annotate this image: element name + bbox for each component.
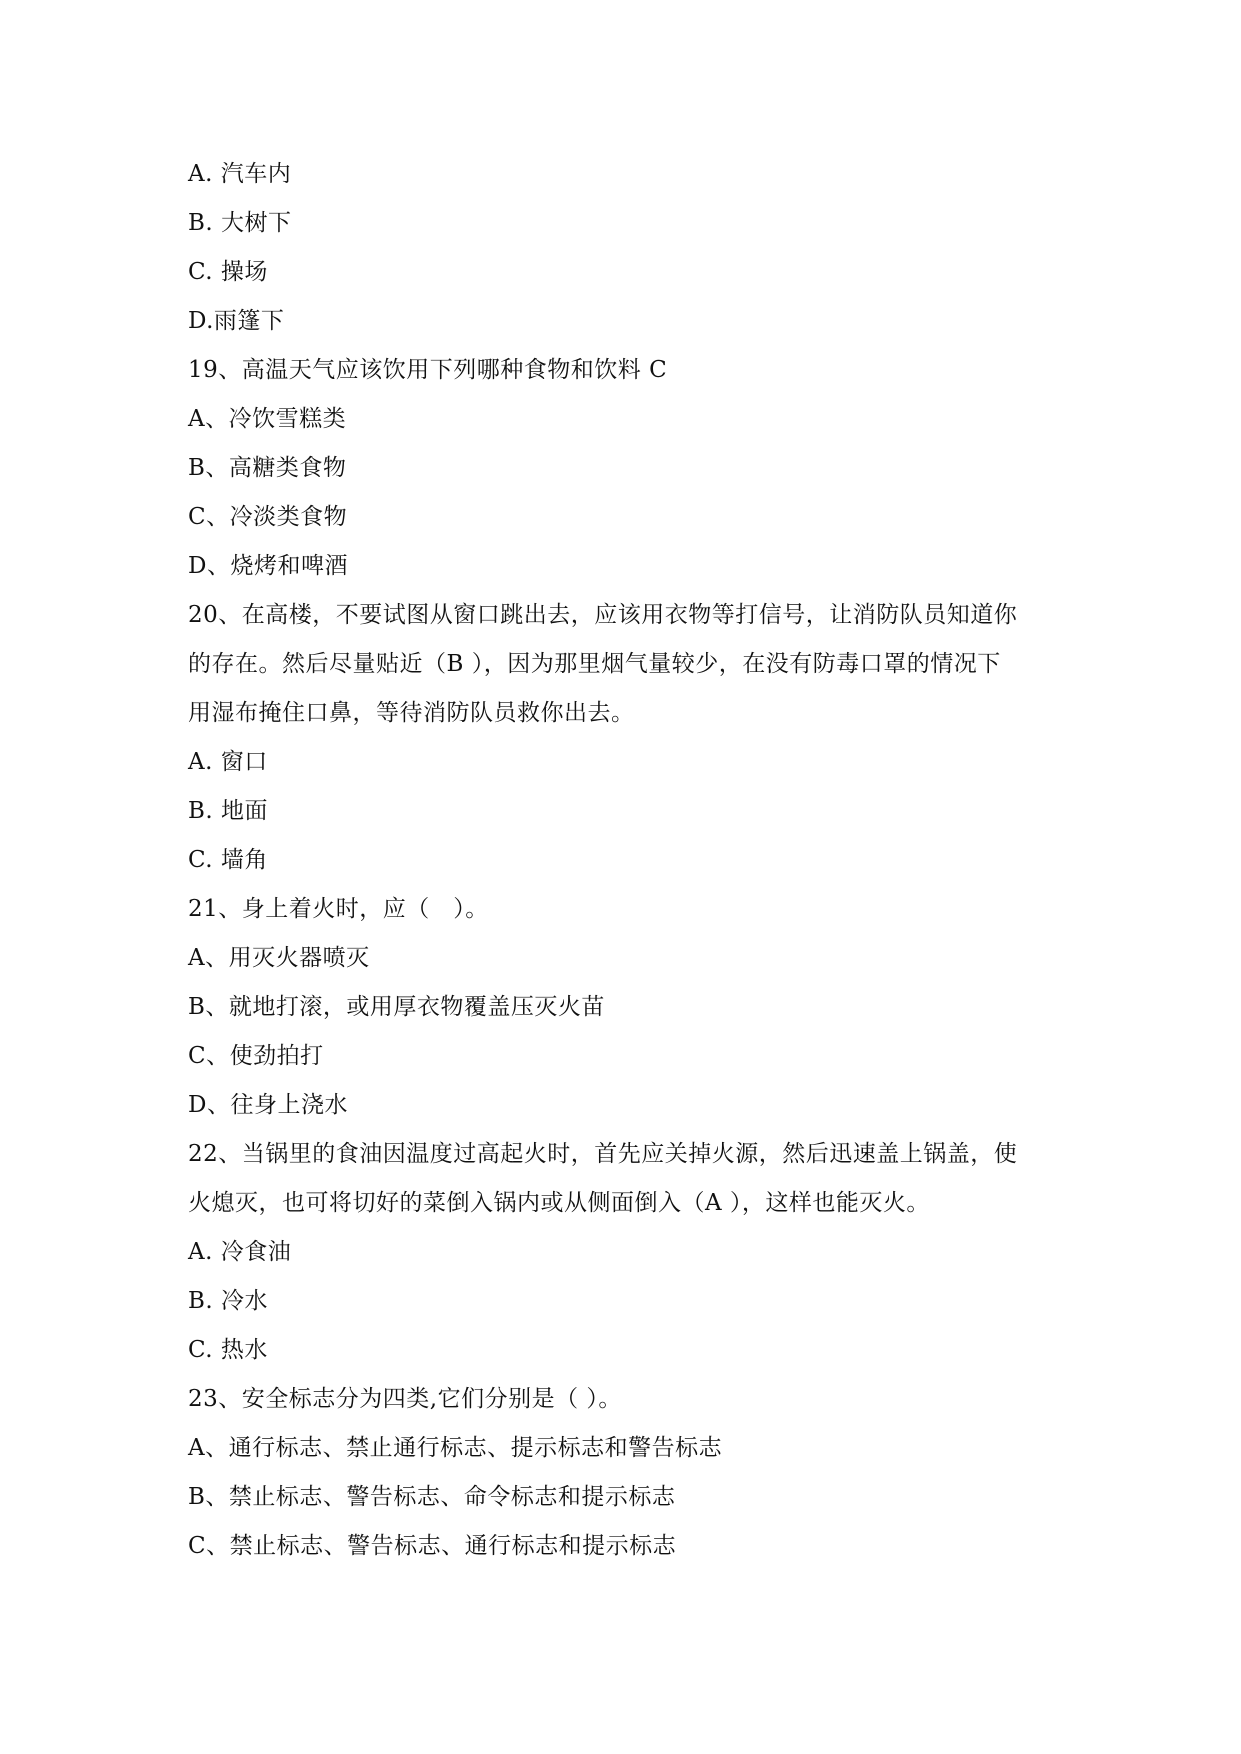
document-body [188, 150, 1068, 1571]
option-line: B、禁止标志、警告标志、命令标志和提示标志 [188, 1484, 676, 1510]
option-line: B. 大树下 [188, 210, 292, 236]
option-line: A. 窗口 [188, 749, 268, 775]
question-22-cont: 火熄灭，也可将切好的菜倒入锅内或从侧面倒入（A ），这样也能灭火。 [188, 1190, 930, 1216]
option-line: C、禁止标志、警告标志、通行标志和提示标志 [188, 1533, 677, 1559]
question-21: 21、身上着火时，应（ ）。 [188, 896, 489, 922]
option-line: C. 热水 [188, 1337, 268, 1363]
option-line: D、往身上浇水 [188, 1092, 348, 1118]
option-line: B. 冷水 [188, 1288, 269, 1314]
option-line: D、烧烤和啤酒 [188, 553, 348, 579]
option-line: B、高糖类食物 [188, 455, 347, 481]
option-line: C. 墙角 [188, 847, 268, 873]
question-22: 22、当锅里的食油因温度过高起火时，首先应关掉火源，然后迅速盖上锅盖，使 [188, 1141, 1018, 1167]
option-line: C. 操场 [188, 259, 268, 285]
question-20-cont: 的存在。然后尽量贴近（B ），因为那里烟气量较少，在没有防毒口罩的情况下 [188, 651, 1001, 677]
option-line: A、用灭火器喷灭 [188, 945, 370, 971]
question-23: 23、安全标志分为四类,它们分别是（ ）。 [188, 1386, 622, 1412]
option-line: A. 汽车内 [188, 161, 292, 187]
option-line: C、使劲拍打 [188, 1043, 324, 1069]
option-line: B、就地打滚，或用厚衣物覆盖压灭火苗 [188, 994, 605, 1020]
option-line: A、通行标志、禁止通行标志、提示标志和警告标志 [188, 1435, 723, 1461]
question-20: 20、在高楼，不要试图从窗口跳出去，应该用衣物等打信号，让消防队员知道你 [188, 602, 1018, 628]
option-line: C、冷淡类食物 [188, 504, 348, 530]
option-line: A、冷饮雪糕类 [188, 406, 347, 432]
option-line: A. 冷食油 [188, 1239, 292, 1265]
option-line: B. 地面 [188, 798, 269, 824]
question-19: 19、高温天气应该饮用下列哪种食物和饮料 C [188, 357, 668, 383]
option-line: D.雨篷下 [188, 308, 285, 334]
question-20-cont: 用湿布掩住口鼻，等待消防队员救你出去。 [188, 700, 635, 726]
